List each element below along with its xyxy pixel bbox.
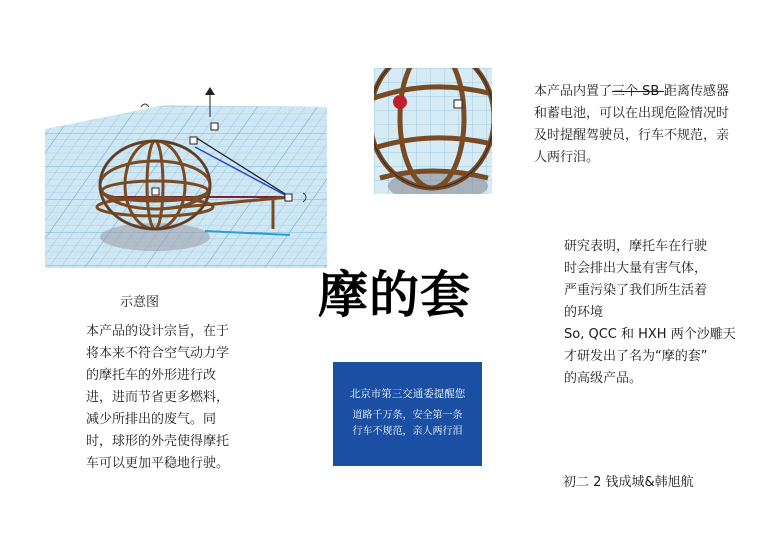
page-title: 摩的套: [318, 266, 471, 324]
research-line: 研究表明，摩托车在行驶: [564, 239, 708, 254]
research-line: 严重污染了我们所生活着: [564, 283, 708, 298]
sensor-closeup-figure: [374, 68, 492, 194]
research-line: 的环境: [564, 305, 604, 320]
sensor-marker-icon: [393, 95, 407, 109]
research-line: 的高级产品。: [564, 371, 643, 386]
research-line: 才研发出了名为“摩的套”: [564, 349, 708, 364]
sensor-description-paragraph: [534, 81, 730, 169]
wireframe-model-render: [45, 67, 327, 268]
sensor-text-prefix: 本产品内置了: [534, 84, 613, 99]
research-paragraph: [564, 236, 736, 390]
notice-heading: 北京市第三交通委提醒您: [349, 388, 466, 400]
notice-slogan-line: 行车不规范，亲人两行泪: [352, 426, 463, 437]
sensor-closeup-render: [374, 68, 492, 194]
sensor-text-suffix: 距离传感器和蓄电池，可以在出现危险情况时及时提醒驾驶员，行车不规范，亲人两行泪。: [534, 84, 730, 165]
research-line: So, QCC 和 HXH 两个沙雕天: [564, 327, 736, 342]
research-line: 时会排出大量有害气体，: [564, 261, 708, 276]
notice-slogan-line: 道路千万条，安全第一条: [352, 410, 463, 421]
traffic-safety-notice: [333, 362, 482, 466]
design-render-figure: [45, 67, 327, 268]
figure-caption: 示意图: [120, 295, 160, 310]
design-purpose-paragraph: 本产品的设计宗旨，在于将本来不符合空气动力学的摩托车的外形进行改进，进而节省更多燃料，减少所排出的废气。同时，球形的外壳使得摩托车可以更加平稳地行驶。: [86, 324, 230, 471]
author-credit: 初二 2 钱成城&韩旭航: [563, 475, 694, 490]
sensor-text-struck: 三个 SB-: [612, 84, 665, 99]
